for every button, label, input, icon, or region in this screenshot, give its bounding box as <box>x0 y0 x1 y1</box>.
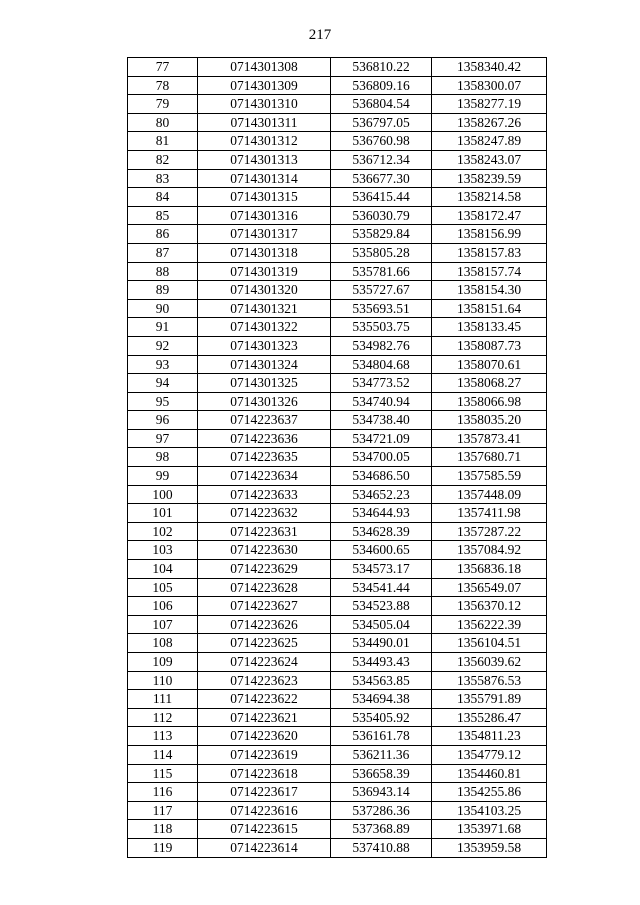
x-coordinate-cell: 534600.65 <box>331 541 432 560</box>
point-number-cell: 119 <box>128 838 198 857</box>
table-row <box>128 541 547 560</box>
id-code-cell: 0714223635 <box>198 448 331 467</box>
x-coordinate-cell: 536797.05 <box>331 113 432 132</box>
table-row <box>128 597 547 616</box>
id-code-cell: 0714223627 <box>198 597 331 616</box>
id-code-cell: 0714223626 <box>198 615 331 634</box>
x-coordinate-cell: 534740.94 <box>331 392 432 411</box>
y-coordinate-cell: 1357084.92 <box>432 541 547 560</box>
id-code-cell: 0714223617 <box>198 783 331 802</box>
id-code-cell: 0714223628 <box>198 578 331 597</box>
y-coordinate-cell: 1356836.18 <box>432 560 547 579</box>
id-code-cell: 0714223633 <box>198 485 331 504</box>
x-coordinate-cell: 536809.16 <box>331 76 432 95</box>
point-number-cell: 101 <box>128 504 198 523</box>
table-row <box>128 374 547 393</box>
id-code-cell: 0714301323 <box>198 336 331 355</box>
y-coordinate-cell: 1358157.83 <box>432 243 547 262</box>
id-code-cell: 0714301325 <box>198 374 331 393</box>
page-number: 217 <box>308 27 332 43</box>
table-row <box>128 299 547 318</box>
table-row <box>128 838 547 857</box>
table-row <box>128 95 547 114</box>
id-code-cell: 0714223620 <box>198 727 331 746</box>
x-coordinate-cell: 536810.22 <box>331 58 432 77</box>
x-coordinate-cell: 536677.30 <box>331 169 432 188</box>
table-row <box>128 262 547 281</box>
x-coordinate-cell: 536030.79 <box>331 206 432 225</box>
table-row <box>128 392 547 411</box>
table-row <box>128 820 547 839</box>
point-number-cell: 96 <box>128 411 198 430</box>
y-coordinate-cell: 1358087.73 <box>432 336 547 355</box>
id-code-cell: 0714223631 <box>198 522 331 541</box>
table-row <box>128 615 547 634</box>
id-code-cell: 0714301313 <box>198 150 331 169</box>
point-number-cell: 81 <box>128 132 198 151</box>
x-coordinate-cell: 534644.93 <box>331 504 432 523</box>
point-number-cell: 99 <box>128 467 198 486</box>
x-coordinate-cell: 536211.36 <box>331 745 432 764</box>
y-coordinate-cell: 1358214.58 <box>432 188 547 207</box>
y-coordinate-cell: 1355286.47 <box>432 708 547 727</box>
y-coordinate-cell: 1357873.41 <box>432 429 547 448</box>
y-coordinate-cell: 1358151.64 <box>432 299 547 318</box>
id-code-cell: 0714223625 <box>198 634 331 653</box>
table-row <box>128 225 547 244</box>
x-coordinate-cell: 536161.78 <box>331 727 432 746</box>
y-coordinate-cell: 1354460.81 <box>432 764 547 783</box>
y-coordinate-cell: 1357448.09 <box>432 485 547 504</box>
point-number-cell: 111 <box>128 690 198 709</box>
y-coordinate-cell: 1358243.07 <box>432 150 547 169</box>
x-coordinate-cell: 537410.88 <box>331 838 432 857</box>
x-coordinate-cell: 534694.38 <box>331 690 432 709</box>
table-row <box>128 188 547 207</box>
x-coordinate-cell: 536760.98 <box>331 132 432 151</box>
x-coordinate-cell: 536658.39 <box>331 764 432 783</box>
table-row <box>128 448 547 467</box>
x-coordinate-cell: 534721.09 <box>331 429 432 448</box>
x-coordinate-cell: 534493.43 <box>331 653 432 672</box>
id-code-cell: 0714223619 <box>198 745 331 764</box>
x-coordinate-cell: 534652.23 <box>331 485 432 504</box>
point-number-cell: 110 <box>128 671 198 690</box>
id-code-cell: 0714223624 <box>198 653 331 672</box>
point-number-cell: 109 <box>128 653 198 672</box>
x-coordinate-cell: 534700.05 <box>331 448 432 467</box>
x-coordinate-cell: 534773.52 <box>331 374 432 393</box>
x-coordinate-cell: 537368.89 <box>331 820 432 839</box>
y-coordinate-cell: 1358066.98 <box>432 392 547 411</box>
id-code-cell: 0714301315 <box>198 188 331 207</box>
id-code-cell: 0714223630 <box>198 541 331 560</box>
x-coordinate-cell: 534628.39 <box>331 522 432 541</box>
x-coordinate-cell: 537286.36 <box>331 801 432 820</box>
table-row <box>128 429 547 448</box>
table-row <box>128 727 547 746</box>
point-number-cell: 98 <box>128 448 198 467</box>
id-code-cell: 0714223634 <box>198 467 331 486</box>
point-number-cell: 118 <box>128 820 198 839</box>
y-coordinate-cell: 1356222.39 <box>432 615 547 634</box>
table-row <box>128 671 547 690</box>
id-code-cell: 0714223622 <box>198 690 331 709</box>
x-coordinate-cell: 535405.92 <box>331 708 432 727</box>
id-code-cell: 0714223621 <box>198 708 331 727</box>
x-coordinate-cell: 536943.14 <box>331 783 432 802</box>
id-code-cell: 0714301317 <box>198 225 331 244</box>
point-number-cell: 105 <box>128 578 198 597</box>
id-code-cell: 0714301310 <box>198 95 331 114</box>
table-row <box>128 150 547 169</box>
point-number-cell: 83 <box>128 169 198 188</box>
y-coordinate-cell: 1358340.42 <box>432 58 547 77</box>
id-code-cell: 0714223623 <box>198 671 331 690</box>
point-number-cell: 106 <box>128 597 198 616</box>
point-number-cell: 94 <box>128 374 198 393</box>
id-code-cell: 0714301316 <box>198 206 331 225</box>
point-number-cell: 115 <box>128 764 198 783</box>
id-code-cell: 0714223615 <box>198 820 331 839</box>
table-row <box>128 801 547 820</box>
x-coordinate-cell: 534490.01 <box>331 634 432 653</box>
x-coordinate-cell: 535503.75 <box>331 318 432 337</box>
table-row <box>128 690 547 709</box>
point-number-cell: 112 <box>128 708 198 727</box>
table-row <box>128 783 547 802</box>
x-coordinate-cell: 536415.44 <box>331 188 432 207</box>
point-number-cell: 114 <box>128 745 198 764</box>
table-row <box>128 355 547 374</box>
point-number-cell: 102 <box>128 522 198 541</box>
point-number-cell: 85 <box>128 206 198 225</box>
y-coordinate-cell: 1358035.20 <box>432 411 547 430</box>
id-code-cell: 0714301319 <box>198 262 331 281</box>
table-row <box>128 281 547 300</box>
point-number-cell: 104 <box>128 560 198 579</box>
x-coordinate-cell: 534982.76 <box>331 336 432 355</box>
table-row <box>128 708 547 727</box>
x-coordinate-cell: 534505.04 <box>331 615 432 634</box>
y-coordinate-cell: 1356549.07 <box>432 578 547 597</box>
point-number-cell: 78 <box>128 76 198 95</box>
point-number-cell: 89 <box>128 281 198 300</box>
table-row <box>128 764 547 783</box>
table-row <box>128 411 547 430</box>
y-coordinate-cell: 1358068.27 <box>432 374 547 393</box>
point-number-cell: 103 <box>128 541 198 560</box>
point-number-cell: 82 <box>128 150 198 169</box>
y-coordinate-cell: 1357585.59 <box>432 467 547 486</box>
point-number-cell: 97 <box>128 429 198 448</box>
id-code-cell: 0714223637 <box>198 411 331 430</box>
id-code-cell: 0714223614 <box>198 838 331 857</box>
y-coordinate-cell: 1353959.58 <box>432 838 547 857</box>
x-coordinate-cell: 534573.17 <box>331 560 432 579</box>
id-code-cell: 0714301322 <box>198 318 331 337</box>
table-row <box>128 634 547 653</box>
point-number-cell: 108 <box>128 634 198 653</box>
table-row <box>128 560 547 579</box>
id-code-cell: 0714301318 <box>198 243 331 262</box>
y-coordinate-cell: 1358156.99 <box>432 225 547 244</box>
table-row <box>128 522 547 541</box>
x-coordinate-cell: 534686.50 <box>331 467 432 486</box>
y-coordinate-cell: 1354255.86 <box>432 783 547 802</box>
y-coordinate-cell: 1358277.19 <box>432 95 547 114</box>
x-coordinate-cell: 535693.51 <box>331 299 432 318</box>
id-code-cell: 0714301312 <box>198 132 331 151</box>
point-number-cell: 77 <box>128 58 198 77</box>
y-coordinate-cell: 1358133.45 <box>432 318 547 337</box>
y-coordinate-cell: 1358154.30 <box>432 281 547 300</box>
point-number-cell: 100 <box>128 485 198 504</box>
point-number-cell: 113 <box>128 727 198 746</box>
y-coordinate-cell: 1356370.12 <box>432 597 547 616</box>
table-row <box>128 206 547 225</box>
table-row <box>128 485 547 504</box>
point-number-cell: 90 <box>128 299 198 318</box>
id-code-cell: 0714301308 <box>198 58 331 77</box>
x-coordinate-cell: 534738.40 <box>331 411 432 430</box>
id-code-cell: 0714223616 <box>198 801 331 820</box>
table-row <box>128 113 547 132</box>
x-coordinate-cell: 536804.54 <box>331 95 432 114</box>
table-row <box>128 578 547 597</box>
point-number-cell: 88 <box>128 262 198 281</box>
x-coordinate-cell: 534523.88 <box>331 597 432 616</box>
point-number-cell: 80 <box>128 113 198 132</box>
y-coordinate-cell: 1358267.26 <box>432 113 547 132</box>
point-number-cell: 87 <box>128 243 198 262</box>
point-number-cell: 117 <box>128 801 198 820</box>
table-row <box>128 132 547 151</box>
y-coordinate-cell: 1358157.74 <box>432 262 547 281</box>
point-number-cell: 91 <box>128 318 198 337</box>
id-code-cell: 0714223636 <box>198 429 331 448</box>
y-coordinate-cell: 1358247.89 <box>432 132 547 151</box>
id-code-cell: 0714223632 <box>198 504 331 523</box>
id-code-cell: 0714301309 <box>198 76 331 95</box>
id-code-cell: 0714301326 <box>198 392 331 411</box>
x-coordinate-cell: 534563.85 <box>331 671 432 690</box>
point-number-cell: 95 <box>128 392 198 411</box>
point-number-cell: 86 <box>128 225 198 244</box>
y-coordinate-cell: 1358070.61 <box>432 355 547 374</box>
y-coordinate-cell: 1358172.47 <box>432 206 547 225</box>
y-coordinate-cell: 1358239.59 <box>432 169 547 188</box>
point-number-cell: 107 <box>128 615 198 634</box>
table-row <box>128 58 547 77</box>
y-coordinate-cell: 1354811.23 <box>432 727 547 746</box>
x-coordinate-cell: 536712.34 <box>331 150 432 169</box>
y-coordinate-cell: 1354103.25 <box>432 801 547 820</box>
y-coordinate-cell: 1355791.89 <box>432 690 547 709</box>
y-coordinate-cell: 1355876.53 <box>432 671 547 690</box>
table-row <box>128 169 547 188</box>
table-row <box>128 243 547 262</box>
point-number-cell: 93 <box>128 355 198 374</box>
id-code-cell: 0714301321 <box>198 299 331 318</box>
x-coordinate-cell: 535781.66 <box>331 262 432 281</box>
id-code-cell: 0714301314 <box>198 169 331 188</box>
x-coordinate-cell: 535727.67 <box>331 281 432 300</box>
y-coordinate-cell: 1357411.98 <box>432 504 547 523</box>
point-number-cell: 92 <box>128 336 198 355</box>
table-row <box>128 467 547 486</box>
table-row <box>128 336 547 355</box>
y-coordinate-cell: 1354779.12 <box>432 745 547 764</box>
y-coordinate-cell: 1357287.22 <box>432 522 547 541</box>
id-code-cell: 0714301324 <box>198 355 331 374</box>
point-number-cell: 116 <box>128 783 198 802</box>
x-coordinate-cell: 534541.44 <box>331 578 432 597</box>
table-row <box>128 653 547 672</box>
point-number-cell: 79 <box>128 95 198 114</box>
y-coordinate-cell: 1353971.68 <box>432 820 547 839</box>
x-coordinate-cell: 534804.68 <box>331 355 432 374</box>
y-coordinate-cell: 1356039.62 <box>432 653 547 672</box>
x-coordinate-cell: 535805.28 <box>331 243 432 262</box>
y-coordinate-cell: 1357680.71 <box>432 448 547 467</box>
id-code-cell: 0714223629 <box>198 560 331 579</box>
y-coordinate-cell: 1356104.51 <box>432 634 547 653</box>
table-row <box>128 76 547 95</box>
table-row <box>128 745 547 764</box>
point-number-cell: 84 <box>128 188 198 207</box>
table-row <box>128 318 547 337</box>
id-code-cell: 0714301320 <box>198 281 331 300</box>
y-coordinate-cell: 1358300.07 <box>432 76 547 95</box>
x-coordinate-cell: 535829.84 <box>331 225 432 244</box>
id-code-cell: 0714223618 <box>198 764 331 783</box>
coordinates-table-body <box>128 58 547 858</box>
id-code-cell: 0714301311 <box>198 113 331 132</box>
coordinates-table <box>127 57 547 858</box>
table-row <box>128 504 547 523</box>
